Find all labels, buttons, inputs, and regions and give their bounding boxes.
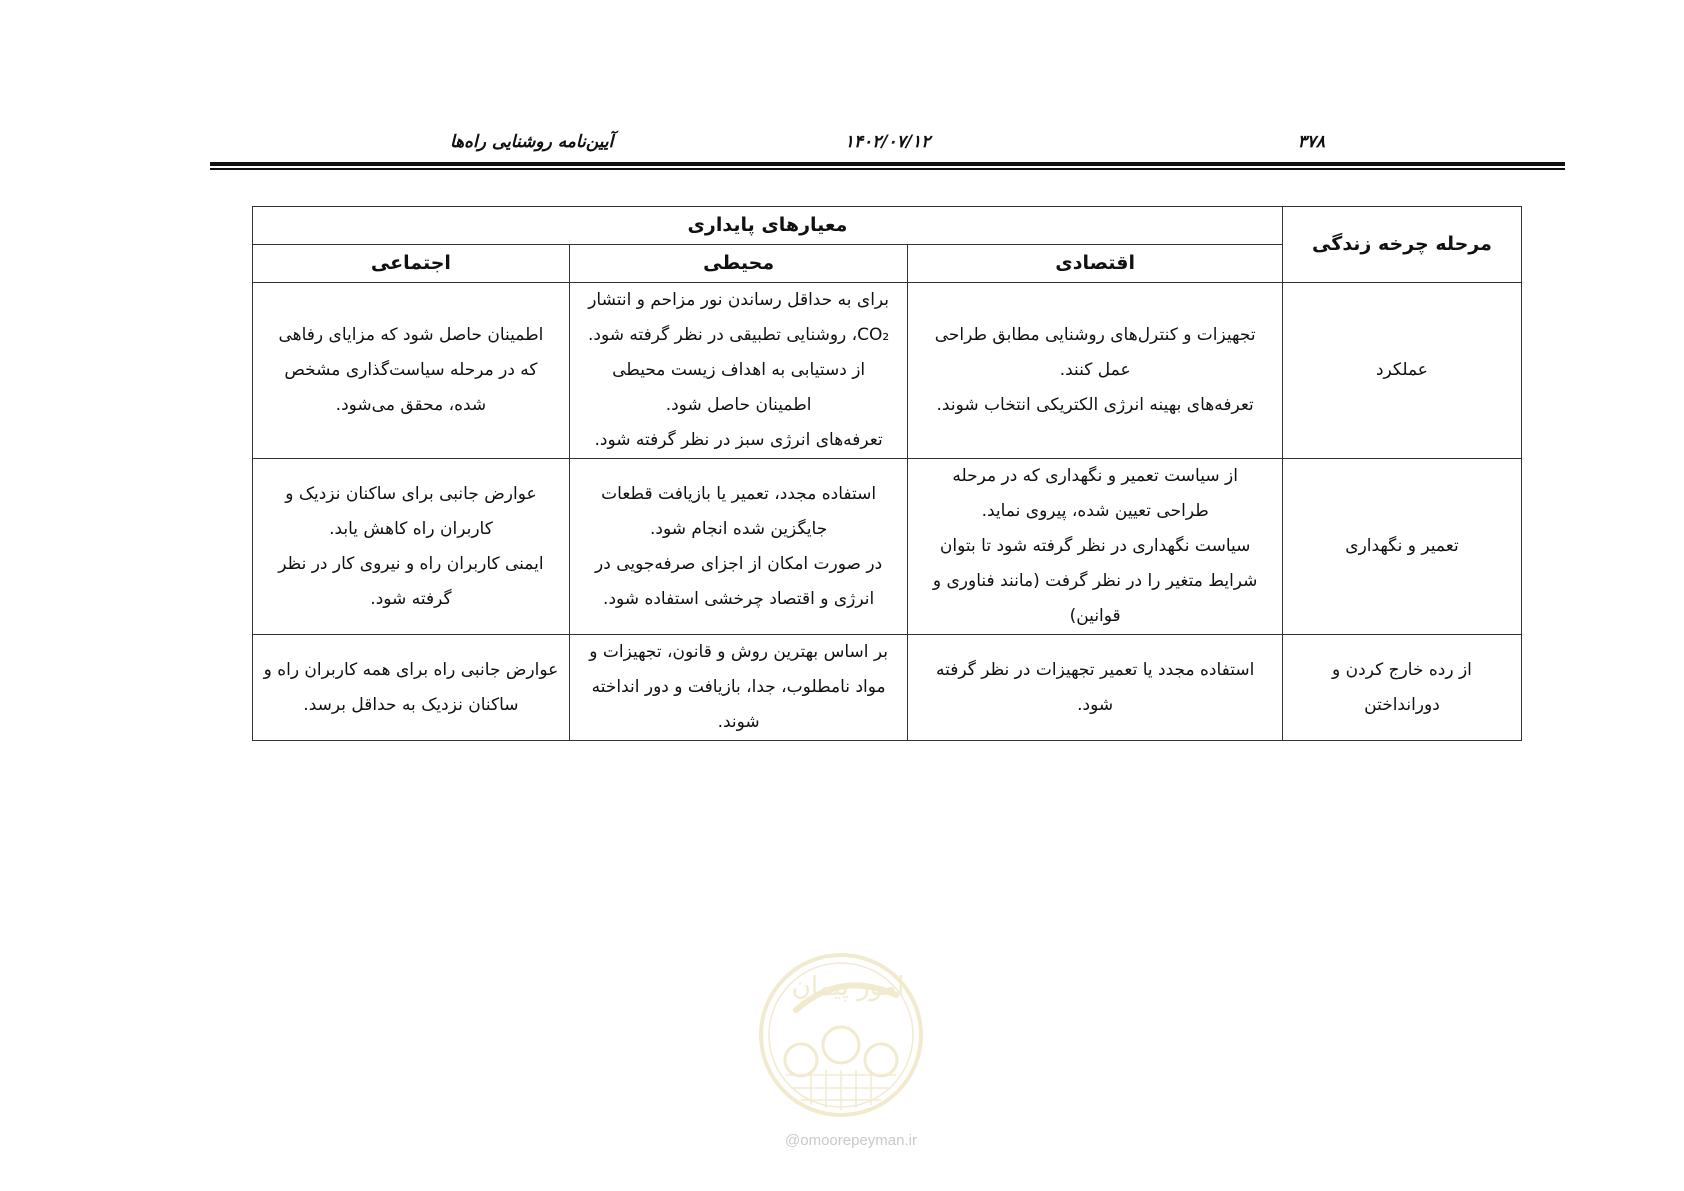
header-rule-thin xyxy=(210,168,1565,170)
page-header xyxy=(210,126,1565,156)
cell-line: ایمنی کاربران راه و نیروی کار در نظر xyxy=(278,553,544,574)
economic-cell xyxy=(908,635,1283,741)
cell-line: تعمیر و نگهداری xyxy=(1345,536,1459,556)
cell-line: در صورت امکان از اجزای صرفه‌جویی در xyxy=(595,553,883,574)
cell-line: اطمینان حاصل شود که مزایای رفاهی xyxy=(278,325,544,345)
table-header-row xyxy=(253,207,1522,245)
cell-line: شوند. xyxy=(717,712,760,732)
table-row xyxy=(253,459,1522,635)
stage-header: مرحله چرخه زندگی xyxy=(1282,207,1521,283)
page-number: ۳۷۸ xyxy=(1297,132,1325,152)
cell-line: شده، محقق می‌شود. xyxy=(335,395,487,415)
cell-line: تعرفه‌های انرژی سبز در نظر گرفته شود. xyxy=(594,430,883,450)
header-rule-thick xyxy=(210,162,1565,166)
social-cell xyxy=(253,635,570,741)
social-header: اجتماعی xyxy=(253,245,570,283)
stage-cell xyxy=(1282,635,1521,741)
watermark-logo-text: امور پیمان xyxy=(791,972,905,1002)
cell-line: از دستیابی به اهداف زیست محیطی xyxy=(612,360,866,380)
stage-cell xyxy=(1282,459,1521,635)
watermark-logo xyxy=(756,950,926,1120)
cell-line: دورانداختن xyxy=(1364,694,1440,715)
table-row xyxy=(253,283,1522,459)
cell-line: استفاده مجدد یا تعمیر تجهیزات در نظر گرفته xyxy=(935,659,1255,680)
cell-line: سیاست نگهداری در نظر گرفته شود تا بتوان xyxy=(939,536,1251,556)
cell-line: اطمینان حاصل شود. xyxy=(665,395,812,415)
table-row xyxy=(253,635,1522,741)
cell-line: از رده خارج کردن و xyxy=(1332,659,1472,680)
economic-cell xyxy=(908,283,1283,459)
cell-line: عمل کنند. xyxy=(1059,360,1131,380)
cell-line: ساکنان نزدیک به حداقل برسد. xyxy=(303,694,519,715)
economic-header: اقتصادی xyxy=(908,245,1283,283)
environmental-cell xyxy=(569,635,908,741)
cell-line: از سیاست تعمیر و نگهداری که در مرحله xyxy=(952,466,1238,486)
cell-line: عملکرد xyxy=(1375,360,1428,380)
cell-line: بر اساس بهترین روش و قانون، تجهیزات و xyxy=(589,642,888,662)
cell-line: تجهیزات و کنترل‌های روشنایی مطابق طراحی xyxy=(934,325,1256,345)
cell-line: برای به حداقل رساندن نور مزاحم و انتشار xyxy=(588,290,890,310)
social-cell xyxy=(253,283,570,459)
cell-line: کاربران راه کاهش یابد. xyxy=(329,518,493,539)
cell-line: طراحی تعیین شده، پیروی نماید. xyxy=(981,501,1209,521)
table-body xyxy=(253,283,1522,741)
cell-line: انرژی و اقتصاد چرخشی استفاده شود. xyxy=(603,588,875,609)
watermark-url: @omoorepeyman.ir xyxy=(785,1132,917,1149)
cell-line: عوارض جانبی راه برای همه کاربران راه و xyxy=(263,659,559,680)
group-header: معیارهای پایداری xyxy=(253,207,1283,245)
stage-cell xyxy=(1282,283,1521,459)
environmental-cell xyxy=(569,459,908,635)
cell-line: قوانین) xyxy=(1069,606,1121,626)
header-title: آیین‌نامه روشنایی راه‌ها xyxy=(450,132,614,152)
cell-line: شود. xyxy=(1077,694,1114,715)
cell-line: مواد نامطلوب، جدا، بازیافت و دور انداخته xyxy=(591,677,886,697)
header-date: ۱۴۰۲/۰۷/۱۲ xyxy=(844,132,931,152)
cell-line: تعرفه‌های بهینه انرژی الکتریکی انتخاب شوند. xyxy=(936,395,1254,415)
environmental-header: محیطی xyxy=(569,245,908,283)
cell-line: CO₂، روشنایی تطبیقی در نظر گرفته شود. xyxy=(587,325,890,345)
environmental-cell xyxy=(569,283,908,459)
cell-line: عوارض جانبی برای ساکنان نزدیک و xyxy=(285,483,537,504)
cell-line: استفاده مجدد، تعمیر یا بازیافت قطعات xyxy=(601,483,877,504)
social-cell xyxy=(253,459,570,635)
sustainability-table xyxy=(252,206,1522,741)
cell-line: گرفته شود. xyxy=(370,588,452,609)
cell-line: که در مرحله سیاست‌گذاری مشخص xyxy=(284,360,538,380)
cell-line: جایگزین شده انجام شود. xyxy=(649,518,828,539)
economic-cell xyxy=(908,459,1283,635)
cell-line: شرایط متغیر را در نظر گرفت (مانند فناوری و xyxy=(932,571,1258,591)
